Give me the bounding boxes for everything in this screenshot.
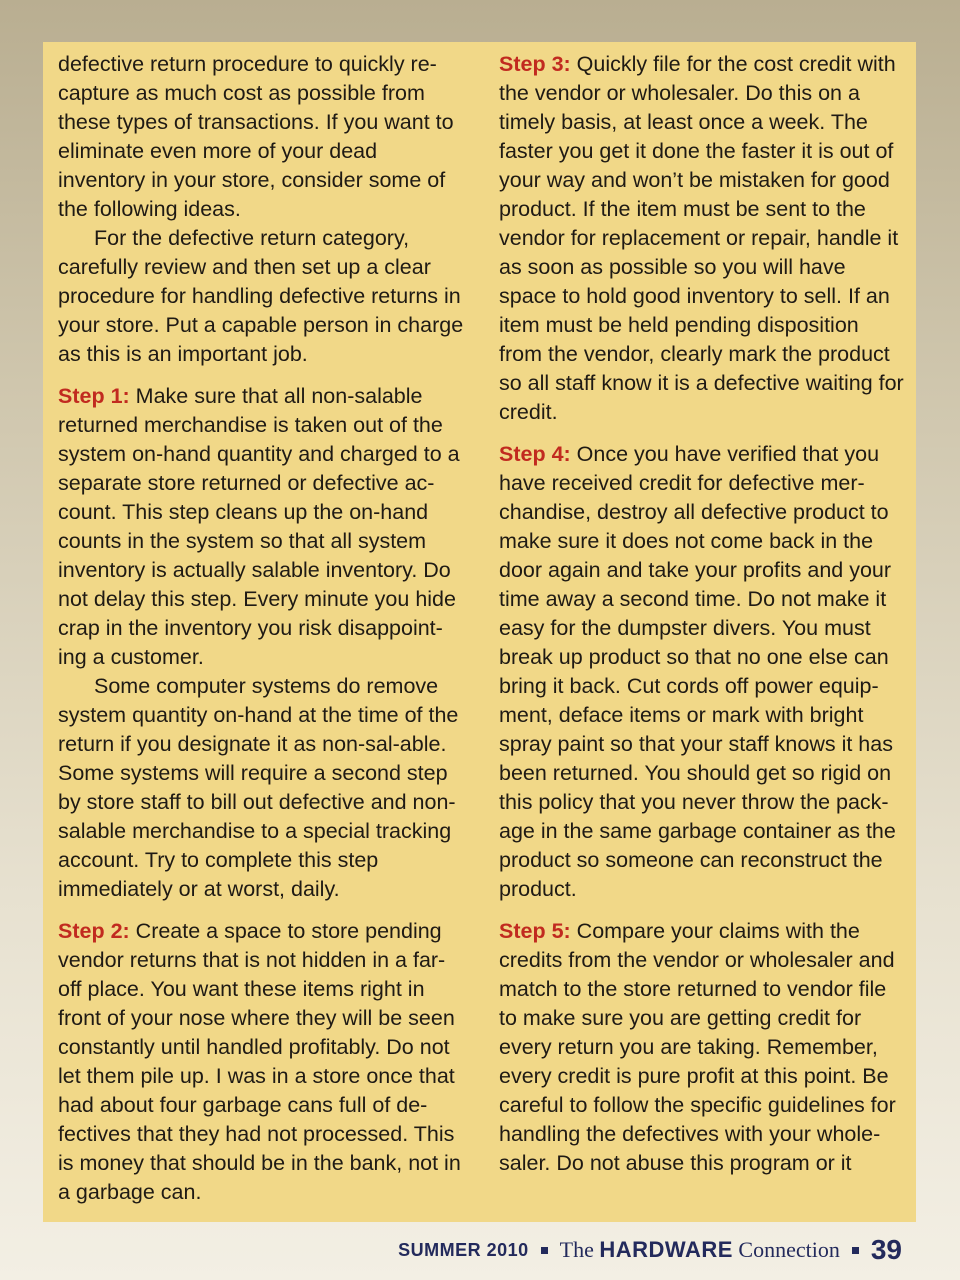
step-3-paragraph xyxy=(499,50,907,427)
step-5-paragraph xyxy=(499,917,907,1178)
magazine-title xyxy=(560,1237,840,1263)
paragraph: defective return procedure to quickly re-capture as much cost as possible from these types of transactions. If you want to eliminate even more of your dead inventory in your store, consider some of the following ideas. xyxy=(58,52,454,221)
step-1-label: Step 1: xyxy=(58,384,130,408)
paragraph: For the defective return category, carefully review and then set up a clear procedure for handling defective returns in your store. Put a capable person in charge as this is an important job. xyxy=(58,226,464,366)
step-2-text: Create a space to store pending vendor returns that is not hidden in a far-off place. You want these items right in front of your nose where they will be seen constantly until handled profitably. Do not let them pile up. I was in a store once that had about four garbage cans full of de-fectives that they had not processed. This is money that should be in the bank, not in a garbage can. xyxy=(58,919,461,1204)
article-panel xyxy=(43,42,916,1222)
step-1-paragraph xyxy=(58,382,468,672)
magazine-title-hardware: HARDWARE xyxy=(599,1237,733,1262)
paragraph: Some computer systems do remove system quantity on-hand at the time of the return if you designate it as non-sal-able. Some systems will require a second step by store staff to bill out defective and non-salable merchandise to a special tracking account. Try to complete this step immediately or at worst, daily. xyxy=(58,674,459,901)
step-1-text: Make sure that all non-salable returned merchandise is taken out of the system on-hand quantity and charged to a separate store returned or defective ac-count. This step cleans up the on-hand counts in the system so that all system inventory is actually salable inventory. Do not delay this step. Every minute you hide crap in the inventory you risk disappoint-ing a customer. xyxy=(58,384,460,669)
step-2-label: Step 2: xyxy=(58,919,130,943)
step-4-text: Once you have verified that you have received credit for defective mer-chandise, destroy all defective product to make sure it does not come back in the door again and take your profits and your time away a second time. Do not make it easy for the dumpster divers. You must break up product so that no one else can bring it back. Cut cords off power equip-ment, deface items or mark with bright spray paint so that your staff knows it has been returned. You should get so rigid on this policy that you never throw the pack-age in the same garbage container as the product so someone can reconstruct the product. xyxy=(499,442,896,901)
square-bullet-icon xyxy=(541,1247,548,1254)
step-3-label: Step 3: xyxy=(499,52,571,76)
issue-date: SUMMER 2010 xyxy=(398,1239,529,1260)
magazine-title-the: The xyxy=(559,1237,600,1262)
square-bullet-icon xyxy=(852,1247,859,1254)
page-footer xyxy=(398,1234,902,1266)
step-4-label: Step 4: xyxy=(499,442,571,466)
magazine-title-connection: Connection xyxy=(732,1237,840,1262)
step-3-text: Quickly file for the cost credit with the vendor or wholesaler. Do this on a timely basis, at least once a week. The faster you get it done the faster it is out of your way and won’t be mistaken for good product. If the item must be sent to the vendor for replacement or repair, handle it as soon as possible so you will have space to hold good inventory to sell. If an item must be held pending disposition from the vendor, clearly mark the product so all staff know it is a defective waiting for credit. xyxy=(499,52,904,424)
step-5-label: Step 5: xyxy=(499,919,571,943)
step-4-paragraph xyxy=(499,440,907,904)
page-number: 39 xyxy=(870,1234,902,1265)
step-5-text: Compare your claims with the credits from the vendor or wholesaler and match to the store returned to vendor file to make sure you are getting credit for every return you are taking. Remember, every credit is pure profit at this point. Be careful to follow the specific guidelines for handling the defectives with your whole-saler. Do not abuse this program or it xyxy=(499,919,896,1175)
left-column xyxy=(58,50,468,1207)
step-2-paragraph xyxy=(58,917,468,1207)
right-column xyxy=(499,50,907,1178)
